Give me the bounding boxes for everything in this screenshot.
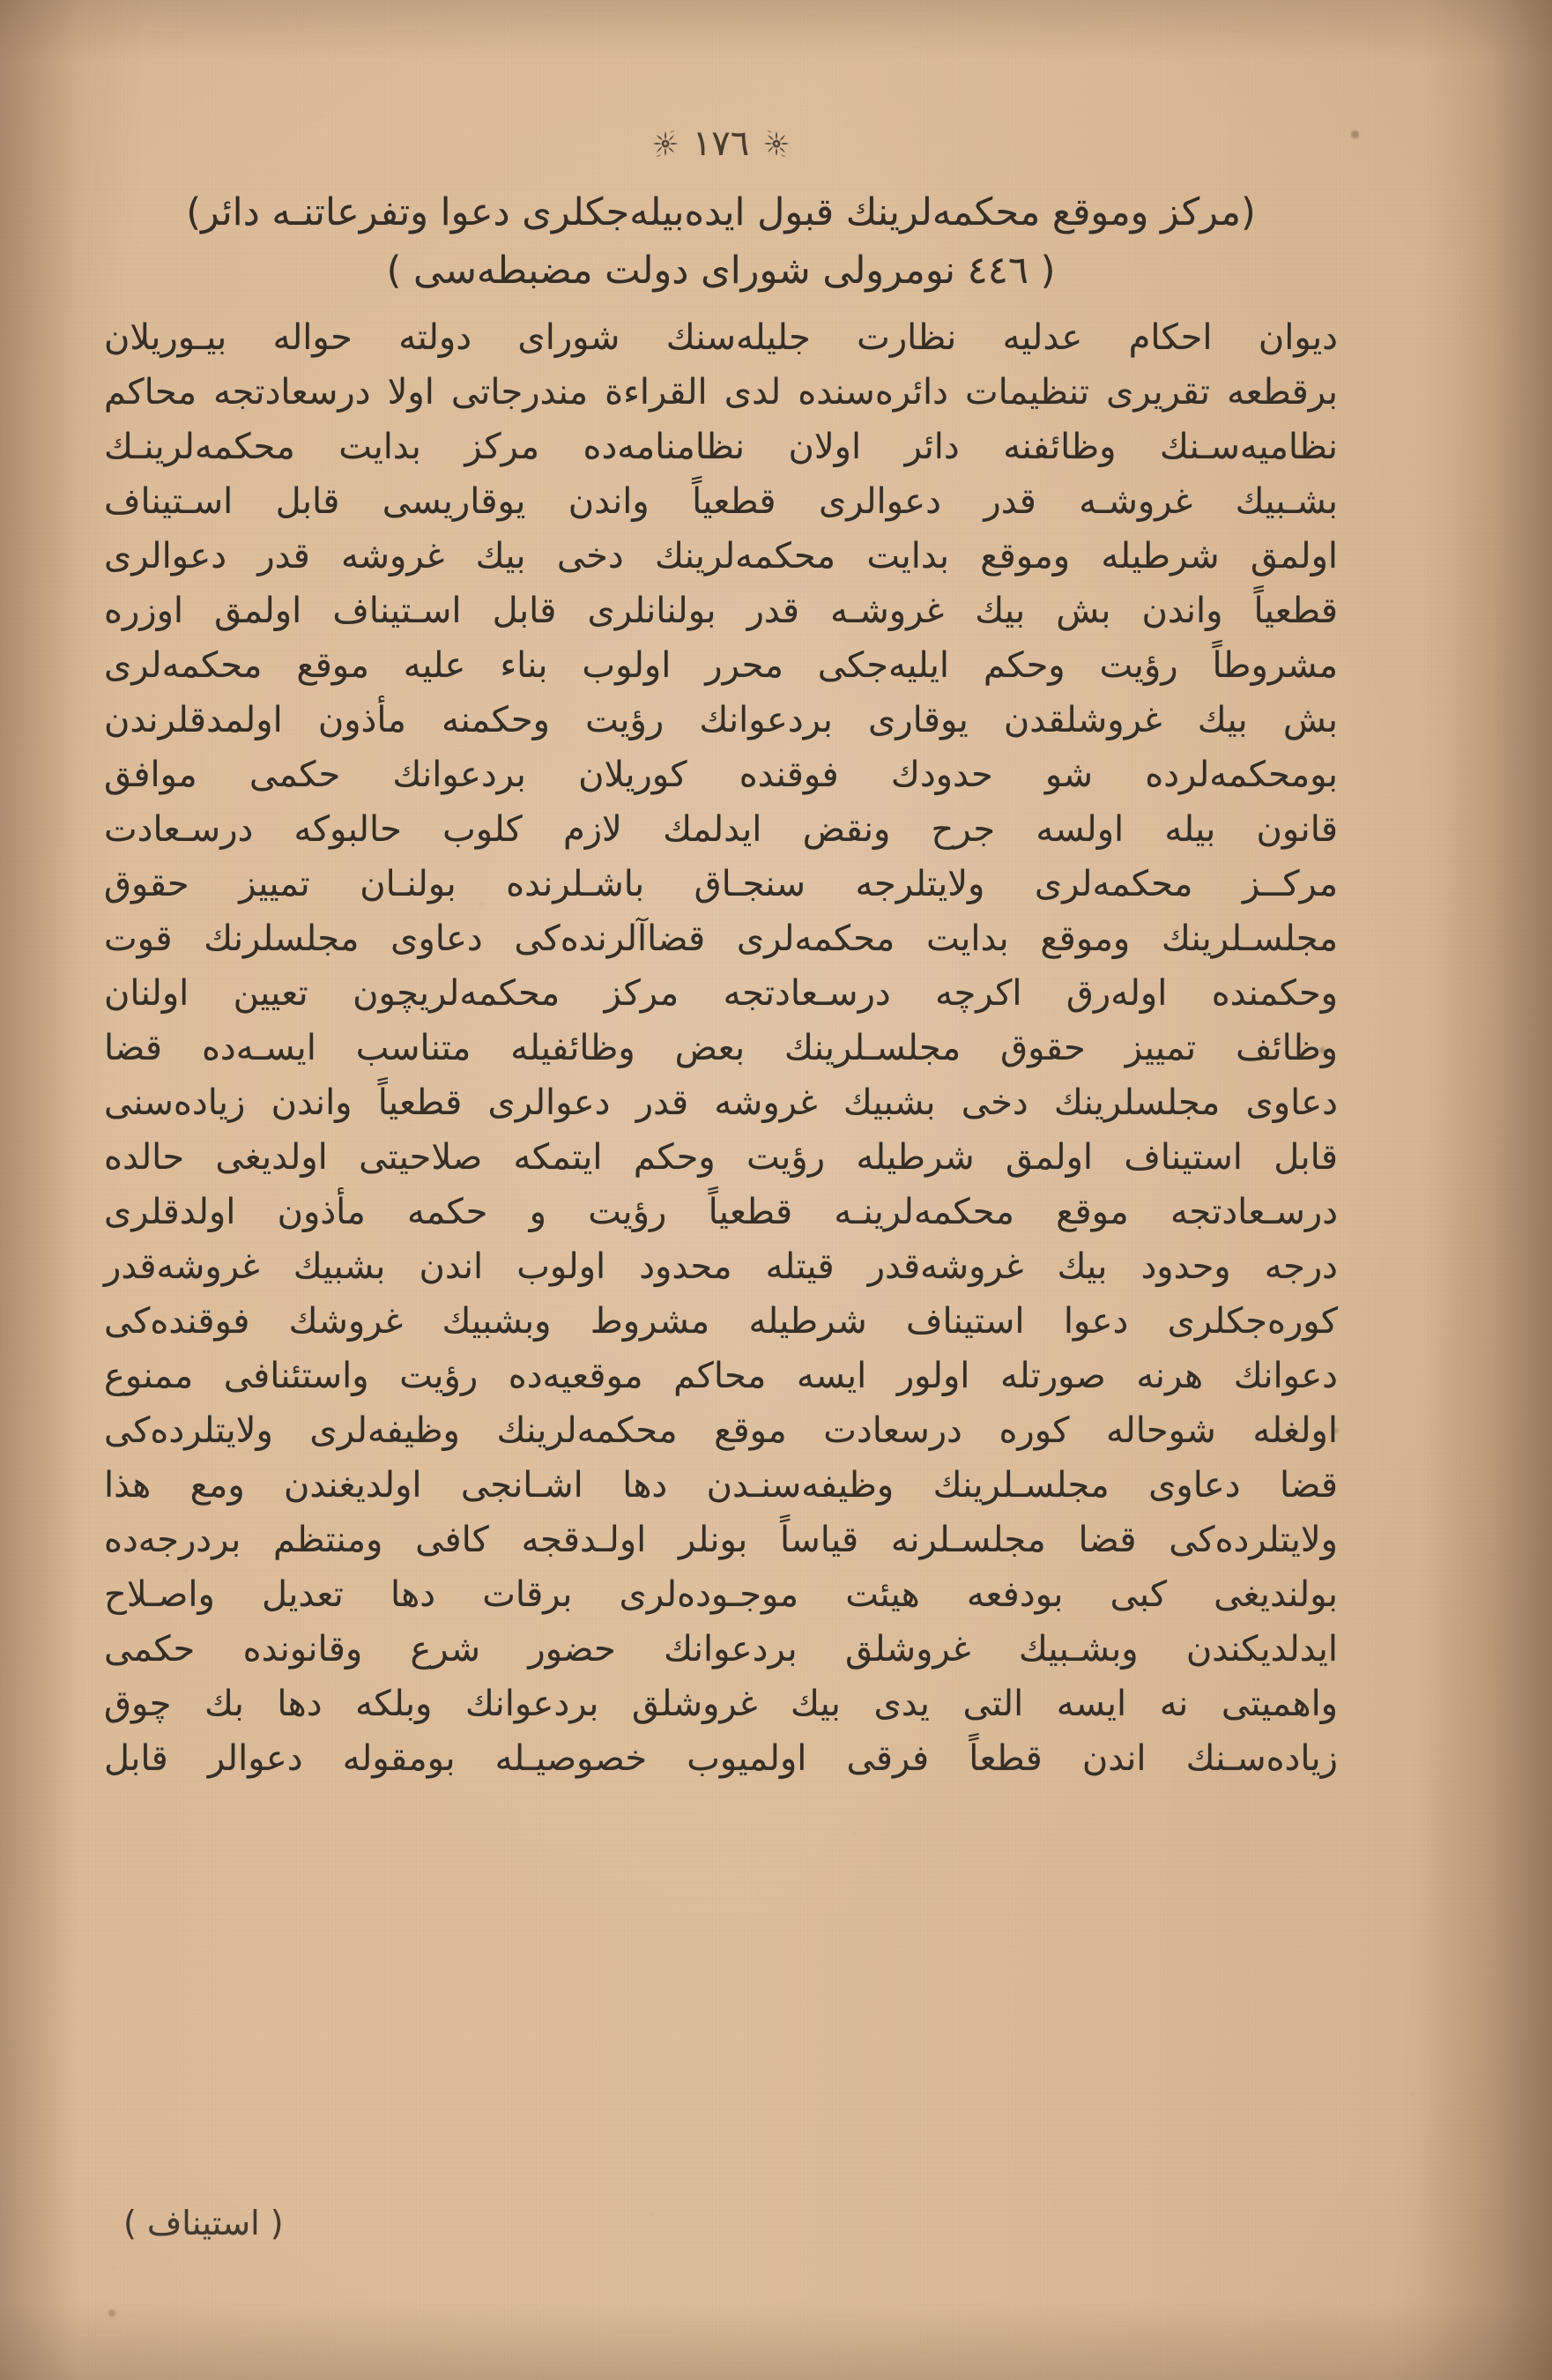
body-line: مركــز محكمه‌لرى ولايتلرجه سنجـاق باشـلرنده بولنـان تمييز حقوق [104,864,1338,904]
page-left-shadow [0,0,79,2380]
heading-block [104,183,1338,300]
body-line: كوره‌جكلرى دعوا استيناف شرطيله مشروط وبشبيك غروشك فوقنده‌كى [104,1301,1338,1342]
heading-line-2: ( ٤٤٦ نومرولى شوراى دولت مضبطه‌سى ) [386,249,1056,293]
body-line: مجلسـلرينك وموقع بدايت محكمه‌لرى قضاآلرنده‌كى دعاوى مجلسلرنك قوت [104,919,1338,959]
page-gutter-shadow [1420,0,1552,2380]
page-number: ١٧٦ [692,123,750,164]
body-line: قضا دعاوى مجلسـلرينك وظيفه‌سنـدن دها اشـانجى اولديغندن ومع هذا [104,1465,1338,1506]
heading-line-1: (مركز وموقع محكمه‌لرينك قبول ايده‌بيله‌جكلرى دعوا وتفرعاتنـه دائر) [186,190,1256,234]
body-line: وظائف تمييز حقوق مجلسـلرينك بعض وظائفيله متناسب ايسـه‌ده قضا [104,1028,1338,1068]
body-line: واهميتى نه ايسه التى يدى بيك غروشلق بردعوانك وبلكه دها بك چوق [104,1684,1338,1724]
body-line: بومحكمه‌لرده شو حدودك فوقنده كوريلان بردعوانك حكمى موافق [104,755,1338,795]
body-line: دعاوى مجلسلرينك دخى بشبيك غروشه قدر دعوالرى قطعياً واندن زياده‌سنى [104,1082,1338,1123]
body-line: مشروطاً رؤيت وحكم ايليه‌جكى محرر اولوب بناء عليه موقع محكمه‌لرى [104,645,1338,686]
body-line: بشـبيك غروشـه قدر دعوالرى قطعياً واندن يوقاريسى قابل اسـتيناف [104,481,1338,522]
catchword [104,2198,1338,2248]
body-line: درجه وحدود بيك غروشه‌قدر قيتله محدود اولوب اندن بشبيك غروشه‌قدر [104,1246,1338,1287]
body-line: قطعياً واندن بش بيك غروشـه قدر بولنانلرى قابل اسـتيناف اولمق اوزره [104,591,1338,631]
body-line: نظاميه‌سـنك وظائفنه دائر اولان نظامنامه‌ده مركز بدايت محكمه‌لرينـك [104,427,1338,467]
body-line: دعوانك هرنه صورتله اولور ايسه محاكم موقعيه‌ده رؤيت واستئنافى ممنوع [104,1356,1338,1396]
body-line: وحكمنده اوله‌رق اكرچه درسـعادتجه مركز محكمه‌لريچون تعيين اولنان [104,973,1338,1014]
body-line: زياده‌سـنك اندن قطعاً فرقى اولميوب خصوصيـله بومقوله دعوالر قابل [104,1738,1338,1779]
body-line: ولايتلرده‌كى قضا مجلسـلرنه قياساً بونلر اولـدقجه كافى ومنتظم بردرجه‌ده [104,1520,1338,1560]
body-line: اولمق شرطيله وموقع بدايت محكمه‌لرينك دخى بيك غروشه قدر دعوالرى [104,536,1338,576]
folio-header [104,123,1338,164]
text-block [104,0,1338,2380]
body-line: ديوان احكام عدليه نظارت جليله‌سنك شوراى دولته حواله بيـوريلان [104,317,1338,358]
body-line: برقطعه تقريرى تنظيمات دائره‌سنده لدى القراءة مندرجاتى اولا درسعادتجه محاكم [104,372,1338,413]
body-paragraph [104,310,1338,1786]
floral-star-ornament-icon [650,129,680,159]
foxing-spot [1351,130,1359,138]
floral-star-ornament-icon [761,129,791,159]
body-line: قابل استيناف اولمق شرطيله رؤيت وحكم ايتمكه صلاحيتى اولديغى حالده [104,1137,1338,1178]
body-line: بش بيك غروشلقدن يوقارى بردعوانك رؤيت وحكمنه مأذون اولمدقلرندن [104,700,1338,740]
body-line: ايدلديكندن وبشـبيك غروشلق بردعوانك حضور شرع وقانونده حكمى [104,1629,1338,1670]
body-line: بولنديغى كبى بودفعه هيئت موجـوده‌لرى برقات دها تعديل واصـلاح [104,1574,1338,1615]
body-line: درسـعادتجه موقع محكمه‌لرينـه قطعياً رؤيت و حكمه مأذون اولدقلرى [104,1192,1338,1232]
body-line: قانون بيله اولسه جرح ونقض ايدلمك لازم كلوب حالبوكه درسـعادت [104,809,1338,850]
catchword-text: ( استيناف ) [123,2204,284,2242]
body-line: اولغله شوحاله كوره درسعادت موقع محكمه‌لرينك وظيفه‌لرى ولايتلرده‌كى [104,1410,1338,1451]
